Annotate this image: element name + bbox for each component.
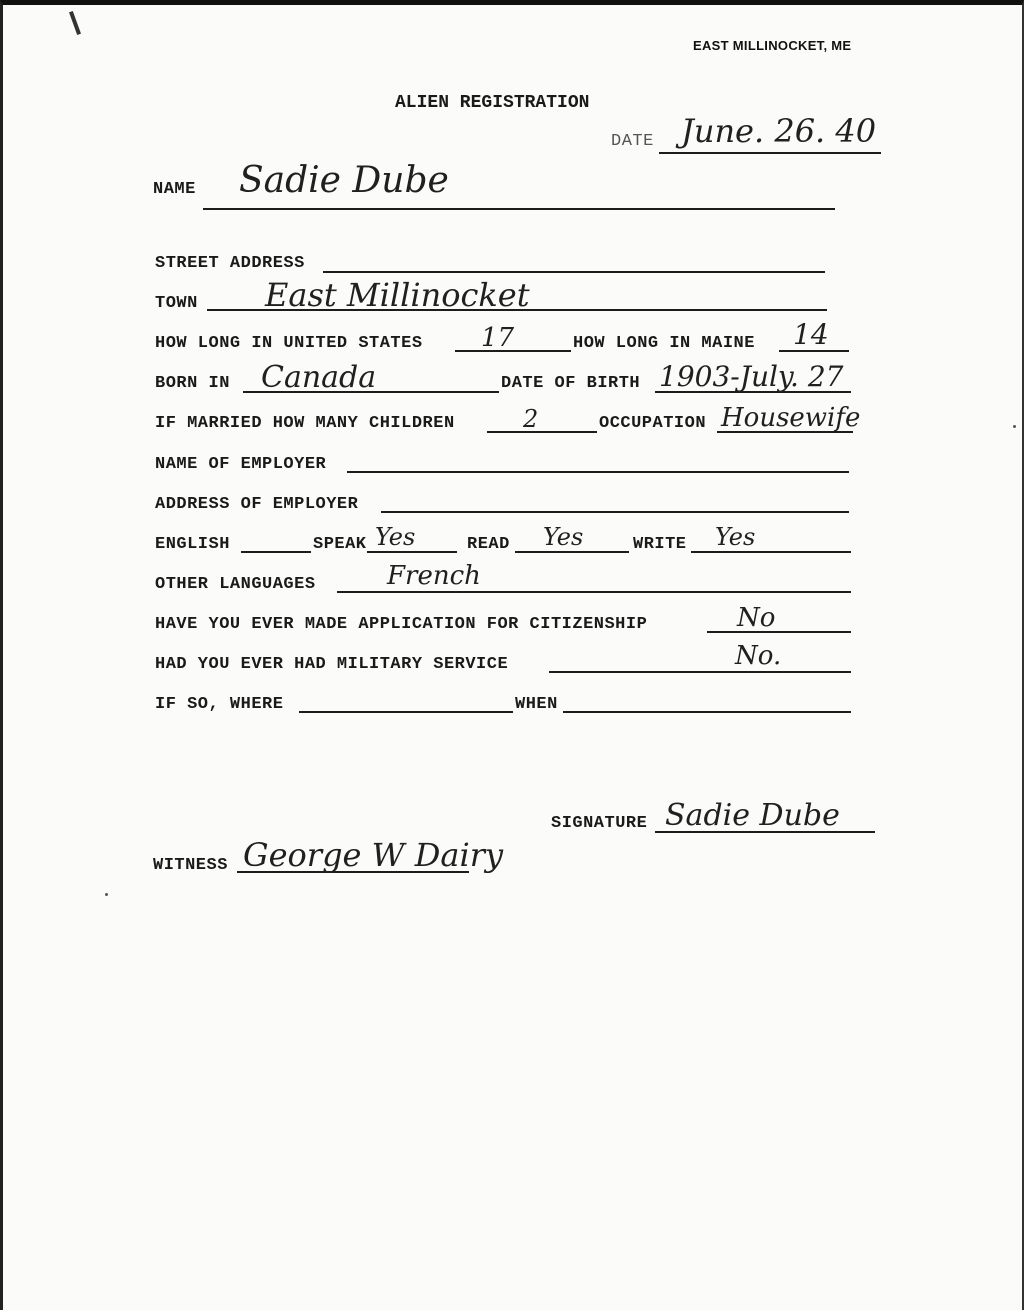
name-label: NAME bbox=[153, 180, 196, 199]
occupation-label: OCCUPATION bbox=[599, 414, 707, 433]
citizenship-line bbox=[707, 631, 851, 633]
write-value: Yes bbox=[715, 523, 756, 551]
street-address-label: STREET ADDRESS bbox=[155, 254, 305, 273]
military-line bbox=[549, 671, 851, 673]
children-value: 2 bbox=[523, 405, 539, 433]
street-address-line bbox=[323, 271, 825, 273]
date-line bbox=[659, 152, 881, 154]
other-languages-line bbox=[337, 591, 851, 593]
name-line bbox=[203, 208, 835, 210]
english-line bbox=[241, 551, 311, 553]
where-line bbox=[299, 711, 513, 713]
employer-name-label: NAME OF EMPLOYER bbox=[155, 455, 327, 474]
dob-label: DATE OF BIRTH bbox=[501, 374, 641, 393]
military-label: HAD YOU EVER HAD MILITARY SERVICE bbox=[155, 655, 509, 674]
date-label: DATE bbox=[611, 132, 654, 151]
signature-value: Sadie Dube bbox=[665, 798, 840, 833]
name-value: Sadie Dube bbox=[239, 160, 449, 201]
where-label: IF SO, WHERE bbox=[155, 695, 284, 714]
children-line bbox=[487, 431, 597, 433]
english-label: ENGLISH bbox=[155, 535, 230, 554]
witness-value: George W Dairy bbox=[243, 836, 504, 874]
military-value: No. bbox=[735, 641, 782, 671]
citizenship-label: HAVE YOU EVER MADE APPLICATION FOR CITIZENSHIP bbox=[155, 615, 648, 634]
form-title: ALIEN REGISTRATION bbox=[395, 93, 590, 113]
when-line bbox=[563, 711, 851, 713]
scan-speck bbox=[1013, 425, 1016, 428]
employer-address-label: ADDRESS OF EMPLOYER bbox=[155, 495, 359, 514]
how-long-us-label: HOW LONG IN UNITED STATES bbox=[155, 334, 423, 353]
children-label: IF MARRIED HOW MANY CHILDREN bbox=[155, 414, 455, 433]
scan-speck bbox=[105, 893, 108, 896]
born-in-value: Canada bbox=[261, 360, 377, 395]
signature-label: SIGNATURE bbox=[551, 814, 648, 833]
write-label: WRITE bbox=[633, 535, 687, 554]
employer-name-line bbox=[347, 471, 849, 473]
occupation-value: Housewife bbox=[721, 403, 861, 433]
speak-value: Yes bbox=[375, 523, 416, 551]
when-label: WHEN bbox=[515, 695, 558, 714]
town-value: East Millinocket bbox=[265, 276, 530, 314]
location-header: EAST MILLINOCKET, ME bbox=[693, 38, 852, 53]
speak-label: SPEAK bbox=[313, 535, 367, 554]
write-line bbox=[691, 551, 851, 553]
read-value: Yes bbox=[543, 523, 584, 551]
other-languages-label: OTHER LANGUAGES bbox=[155, 575, 316, 594]
speak-line bbox=[367, 551, 457, 553]
citizenship-value: No bbox=[737, 603, 776, 633]
how-long-maine-label: HOW LONG IN MAINE bbox=[573, 334, 755, 353]
employer-address-line bbox=[381, 511, 849, 513]
town-label: TOWN bbox=[155, 294, 198, 313]
how-long-maine-value: 14 bbox=[793, 318, 829, 351]
read-label: READ bbox=[467, 535, 510, 554]
witness-label: WITNESS bbox=[153, 856, 228, 875]
date-value: June. 26. 40 bbox=[681, 112, 877, 150]
read-line bbox=[515, 551, 629, 553]
how-long-us-value: 17 bbox=[481, 323, 515, 353]
dob-value: 1903-July. 27 bbox=[659, 360, 844, 393]
born-in-label: BORN IN bbox=[155, 374, 230, 393]
scan-mark bbox=[69, 11, 81, 35]
other-languages-value: French bbox=[387, 561, 481, 591]
